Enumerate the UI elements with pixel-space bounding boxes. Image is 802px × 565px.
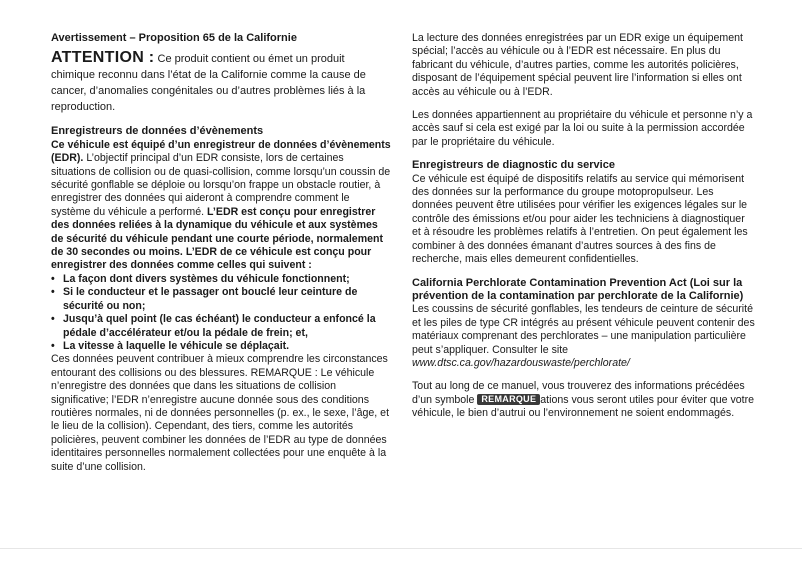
edr-data-list: [51, 273, 391, 353]
edr-intro: Ce véhicule est équipé d’un enregistreur de données d’évènements (EDR).: [51, 138, 391, 165]
perchlorate-heading: California Perchlorate Contamination Prevention Act (Loi sur la prévention de la contamination par perchlorate de la Californie): [412, 276, 744, 302]
edr-heading: Enregistreurs de données d’évènements: [51, 125, 264, 138]
perchlorate-text: Les coussins de sécurité gonflables, les tendeurs de ceinture de sécurité et les piles de type CR intégrés au présent véhicule peuvent contenir des matériaux comprenant des perchlorates – une manipulation particulière peut s’appliquer. Consulter le site: [412, 303, 755, 356]
list-item: • La vitesse à laquelle le véhicule se déplaçait.: [51, 340, 391, 353]
prop65-title: Avertissement – Proposition 65 de la Californie: [51, 32, 297, 44]
manual-note-paragraph: [412, 380, 756, 420]
manual-note-after: ations vous seront utiles pour éviter que votre véhicule, le bien d’autrui ou l’environnement ne soient endommagés.: [412, 393, 755, 420]
edr-design: L’EDR est conçu pour enregistrer des données reliées à la dynamique du véhicule et aux systèmes de sécurité du véhicule pendant une courte période, normalement de 30 secondes ou moins. L’EDR de ce véhicule est conçu pour enregistrer des données comme celles qui suivent :: [51, 205, 384, 272]
edr-body: L’objectif principal d’un EDR consiste, lors de certaines situations de collision ou de quasi-collision, comme lorsqu’un coussin de sécurité gonflable se déploie ou lorsqu’on frappe un obstacle routier, à enregistrer des données qui aideront à comprendre comment le système du véhicule a performé.: [51, 152, 391, 218]
diagnostic-body: Ce véhicule est équipé de dispositifs relatifs au service qui mémorisent des données sur la performance du groupe motopropulseur. Les données peuvent être utilisées pour vérifier les exigences légales sur le contrôle des émissions et/ou pour aider les techniciens à diagnostiquer et à résoudre les problèmes relatifs à l’entretien. On peut également les combiner à des données émanant d’autres sources à des fins de recherche, mais elles demeurent confidentielles.: [412, 172, 748, 266]
remarque-badge: REMARQUE: [477, 394, 540, 405]
edr-notes: Ces données peuvent contribuer à mieux comprendre les circonstances entourant des collisions ou des blessures. REMARQUE : Le véhicule n’enregistre des données que dans les situations de collision significative; l’EDR n’enregistre aucune donnée sous des conditions routières normales, ni de données personnelles (p. ex., le sexe, l’âge, et le lieu de la collision). Cependant, des tiers, comme les autorités policières, peuvent combiner les données de l’EDR au type de données identitaires personnelles normalement collectées pour une enquête à la suite d’une collision.: [51, 353, 390, 473]
manual-note-before: Tout au long de ce manuel, vous trouverez des informations précédées d’un symbole: [412, 380, 745, 406]
attention-label: ATTENTION :: [51, 49, 155, 67]
left-column: [51, 32, 391, 474]
list-item: • La façon dont divers systèmes du véhicule fonctionnent;: [51, 273, 391, 286]
diagnostic-heading: Enregistreurs de diagnostic du service: [412, 159, 615, 172]
perchlorate-link[interactable]: www.dtsc.ca.gov/hazardouswaste/perchlorate/: [412, 356, 630, 369]
right-column: [412, 32, 756, 421]
edr-ownership-paragraph: Les données appartiennent au propriétaire du véhicule et personne n’y a accès sauf si cela est exigé par la loi ou suite à la permission accordée par le propriétaire du véhicule.: [412, 109, 753, 148]
edr-reading-paragraph: La lecture des données enregistrées par un EDR exige un équipement spécial; l’accès au véhicule ou à l’EDR est nécessaire. En plus du fabricant du véhicule, d’autres parties, comme les autorités policières, disposant de l’équipement spécial peuvent lire l’information si elles ont accès au véhicule ou à l’EDR.: [412, 32, 743, 98]
page-divider: [0, 548, 802, 549]
list-item: • Si le conducteur et le passager ont bouclé leur ceinture de sécurité ou non;: [51, 286, 391, 313]
edr-paragraph: [51, 139, 391, 273]
perchlorate-body: [412, 303, 756, 370]
list-item: • Jusqu’à quel point (le cas échéant) le conducteur a enfoncé la pédale d’accélérateur et/ou la pédale de frein; et,: [51, 313, 391, 340]
prop65-warning: [51, 50, 391, 115]
attention-text: Ce produit contient ou émet un produit chimique reconnu dans l’état de la Californie comme la cause de cancer, d’anomalies congénitales ou d’autres problèmes liés à la reproduction.: [51, 53, 366, 114]
